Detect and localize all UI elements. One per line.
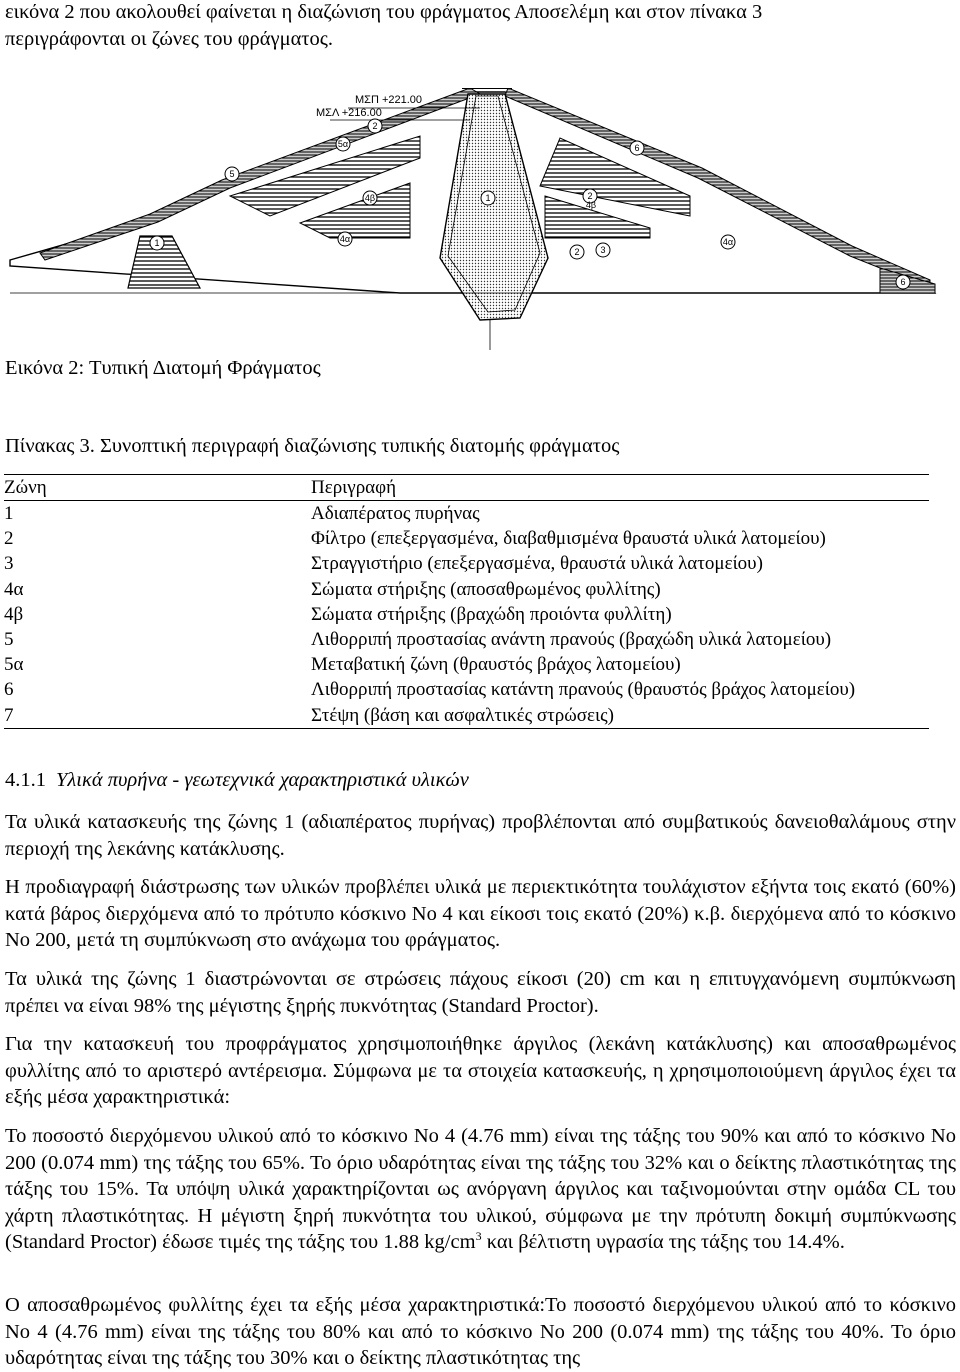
zone-marker bbox=[596, 243, 610, 257]
paragraph-5-tail: και βέλτιστη υγρασία της τάξης του 14.4%. bbox=[481, 1231, 845, 1253]
svg-text:3: 3 bbox=[600, 245, 606, 255]
paragraph-6: Ο αποσαθρωμένος φυλλίτης έχει τα εξής μέσα χαρακτηριστικά:Το ποσοστό διερχόμενου υλικού από το κόσκινο No 4 (4.76 mm) είναι της τάξης του 80% και από το κόσκινο No 200 (0.074 mm) της τάξης του 40%. Το όριο υδαρότητας είναι της τάξης του 30% και ο δείκτης πλαστικότητας της bbox=[5, 1294, 956, 1369]
zones-table bbox=[4, 474, 929, 729]
paragraph-5-text: Το ποσοστό διερχόμενου υλικού από το κόσκινο No 4 (4.76 mm) είναι της τάξης του 90% και από το κόσκινο No 200 (0.074 mm) της τάξης του 65%. Το όριο υδαρότητας είναι της τάξης του 32% και ο δείκτης πλαστικότητας της τάξης του 15%. Τα υπόψη υλικά χαρακτηρίζονται ως ανόργανη άργιλος και ταξινομούνται στην ομάδα CL του χάρτη πλαστικότητας. Η μέγιστη ξηρή πυκνότητα του υλικού, σύμφωνα με την πρότυπη δοκιμή συμπύκνωσης (Standard Proctor) έδωσε τιμές της τάξης του 1.88 kg/cm bbox=[5, 1125, 956, 1253]
description-cell: Σώματα στήριξης (βραχώδη προιόντα φυλλίτη) bbox=[311, 603, 672, 625]
description-cell: Σώματα στήριξης (αποσαθρωμένος φυλλίτης) bbox=[311, 578, 661, 600]
svg-text:6: 6 bbox=[900, 277, 906, 287]
paragraph-3: Τα υλικά της ζώνης 1 διαστρώνονται σε στρώσεις πάχους είκοσι (20) cm και η επιτυγχανόμενη συμπύκνωση πρέπει να είναι 98% της μέγιστης ξηρής πυκνότητας (Standard Proctor). bbox=[5, 968, 956, 1017]
table-title: Πίνακας 3. Συνοπτική περιγραφή διαζώνισης τυπικής διατομής φράγματος bbox=[5, 435, 620, 457]
description-cell: Αδιαπέρατος πυρήνας bbox=[311, 503, 480, 525]
zone-marker bbox=[721, 235, 735, 249]
zone-marker bbox=[630, 141, 644, 155]
table-row bbox=[4, 526, 929, 551]
table-row bbox=[4, 501, 929, 527]
paragraph-4: Για την κατασκευή του προφράγματος χρησιμοποιήθηκε άργιλος (λεκάνη κατάκλυσης) και αποσαθρωμένος φυλλίτης από το αριστερό αντέρεισμα. Σύμφωνα με τα στοιχεία κατασκευής, η χρησιμοποιούμενη άργιλος έχει τα εξής μέσα χαρακτηριστικά: bbox=[5, 1033, 956, 1108]
header-zone: Ζώνη bbox=[4, 477, 47, 498]
svg-text:6: 6 bbox=[634, 143, 640, 153]
paragraph-5 bbox=[5, 1123, 956, 1256]
svg-text:4β: 4β bbox=[585, 200, 597, 210]
msl-level-label: ΜΣΛ +216.00 bbox=[316, 107, 382, 119]
svg-text:5α: 5α bbox=[337, 139, 349, 149]
zone-marker bbox=[586, 200, 596, 210]
svg-text:2: 2 bbox=[587, 191, 593, 201]
svg-text:2: 2 bbox=[574, 247, 580, 257]
zone-marker bbox=[150, 236, 164, 250]
zone-cell: 1 bbox=[4, 503, 14, 525]
zone-marker bbox=[338, 232, 352, 246]
zone-marker bbox=[896, 275, 910, 289]
zone-marker bbox=[336, 137, 350, 151]
table-row bbox=[4, 677, 929, 702]
description-cell: Λιθορριπή προστασίας κατάντη πρανούς (θραυστός βράχος λατομείου) bbox=[311, 679, 856, 701]
description-cell: Λιθορριπή προστασίας ανάντη πρανούς (βραχώδη υλικά λατομείου) bbox=[311, 629, 832, 651]
section-title: Υλικά πυρήνα - γεωτεχνικά χαρακτηριστικά υλικών bbox=[56, 769, 469, 791]
superscript-3: 3 bbox=[475, 1229, 482, 1243]
zone-cell: 6 bbox=[4, 679, 14, 701]
zone-cell: 4α bbox=[4, 578, 24, 600]
table-row bbox=[4, 652, 929, 677]
zone-marker bbox=[363, 191, 377, 205]
svg-text:1: 1 bbox=[154, 238, 160, 248]
table-row bbox=[4, 551, 929, 576]
header-description: Περιγραφή bbox=[311, 477, 397, 498]
zone-cell: 7 bbox=[4, 704, 14, 726]
zone-cell: 4β bbox=[4, 603, 24, 625]
paragraph-1: Τα υλικά κατασκευής της ζώνης 1 (αδιαπέρατος πυρήνας) προβλέπονται από συμβατικούς δανειοθαλάμους στην περιοχή της λεκάνης κατάκλυσης. bbox=[5, 811, 956, 860]
description-cell: Φίλτρο (επεξεργασμένα, διαβαθμισμένα θραυστά υλικά λατομείου) bbox=[311, 528, 826, 550]
table-row bbox=[4, 602, 929, 627]
svg-text:1: 1 bbox=[485, 193, 491, 203]
paragraph-2: Η προδιαγραφή διάστρωσης των υλικών προβλέπει υλικά με περιεκτικότητα τουλάχιστον εξήντα τοις εκατό (60%) κατά βάρος διερχόμενα από το πρότυπο κόσκινο No 4 και είκοσι τοις εκατό (20%) κ.β. διερχόμενα από το κόσκινο No 200, μετά τη συμπύκνωση στο ανάχωμα του φράγματος. bbox=[5, 876, 956, 951]
description-cell: Στραγγιστήριο (επεξεργασμένα, θραυστά υλικά λατομείου) bbox=[311, 553, 763, 575]
intro-line-2: περιγράφονται οι ζώνες του φράγματος. bbox=[5, 28, 334, 50]
svg-text:5: 5 bbox=[229, 169, 235, 179]
zone-marker bbox=[225, 167, 239, 181]
zone-cell: 5 bbox=[4, 629, 14, 651]
zone-cell: 3 bbox=[4, 553, 14, 575]
svg-text:4α: 4α bbox=[722, 237, 734, 247]
figure-caption: Εικόνα 2: Τυπική Διατομή Φράγματος bbox=[5, 357, 321, 379]
section-heading bbox=[5, 769, 469, 792]
zone-cell: 2 bbox=[4, 528, 14, 550]
zone-cell: 5α bbox=[4, 654, 24, 676]
zone-marker bbox=[570, 245, 584, 259]
svg-text:4α: 4α bbox=[339, 234, 351, 244]
table-row bbox=[4, 627, 929, 652]
table-row bbox=[4, 577, 929, 602]
msp-level-label: ΜΣΠ +221.00 bbox=[355, 94, 423, 106]
description-cell: Μεταβατική ζώνη (θραυστός βράχος λατομείου) bbox=[311, 654, 681, 676]
description-cell: Στέψη (βάση και ασφαλτικές στρώσεις) bbox=[311, 704, 614, 726]
section-number: 4.1.1 bbox=[5, 769, 46, 791]
zone-marker bbox=[481, 191, 495, 205]
dam-cross-section-figure bbox=[0, 88, 960, 350]
svg-text:2: 2 bbox=[372, 121, 378, 131]
table-header-row bbox=[4, 475, 929, 501]
intro-line-1: εικόνα 2 που ακολουθεί φαίνεται η διαζώνιση του φράγματος Αποσελέμη και στον πίνακα 3 bbox=[5, 1, 763, 23]
zone-marker bbox=[368, 119, 382, 133]
table-row bbox=[4, 703, 929, 729]
svg-text:4β: 4β bbox=[364, 193, 376, 203]
